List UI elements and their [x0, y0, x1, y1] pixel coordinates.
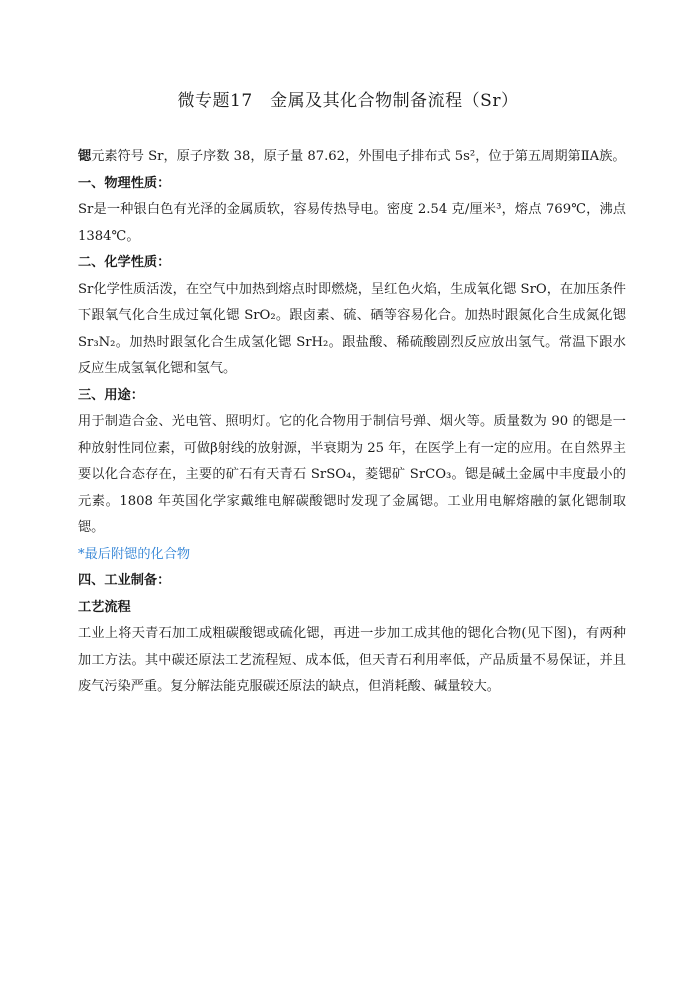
compounds-link[interactable]: *最后附锶的化合物 — [78, 546, 191, 562]
physical-heading: 一、物理性质： — [78, 175, 171, 191]
uses-heading: 三、用途： — [78, 387, 144, 403]
physical-paragraph: Sr是一种银白色有光泽的金属质软，容易传热导电。密度 2.54 克/厘米³，熔点 769℃，沸点 1384℃。 — [78, 202, 626, 244]
chemical-paragraph: Sr化学性质活泼，在空气中加热到熔点时即燃烧，呈红色火焰，生成氧化锶 SrO，在加压条件下跟氧气化合生成过氧化锶 SrO₂。跟卤素、硫、硒等容易化合。加热时跟氮化合生成氮化锶 Sr₃N₂。加热时跟氢化合生成氢化锶 SrH₂。跟盐酸、稀硫酸剧烈反应放出氢气。常温下跟水反应生成氢氧化锶和氢气。 — [78, 281, 626, 376]
chemical-heading: 二、化学性质： — [78, 255, 171, 270]
industrial-heading: 四、工业制备： — [78, 573, 171, 588]
uses-paragraph: 用于制造合金、光电管、照明灯。它的化合物用于制信号弹、烟火等。质量数为 90 的锶是一种放射性同位素，可做β射线的放射源，半衰期为 25 年，在医学上有一定的应用。在自然界主要以化合态存在，主要的矿石有天青石 SrSO₄，菱锶矿 SrCO₃。锶是碱土金属中丰度最小的元素。1808 年英国化学家戴维电解碳酸锶时发现了金属锶。工业用电解熔融的氯化锶制取锶。 — [78, 414, 626, 535]
intro-text: 元素符号 Sr，原子序数 38，原子量 87.62，外围电子排布式 5s²，位于第五周期第ⅡA族。 — [91, 149, 626, 164]
document-body — [78, 144, 626, 701]
industrial-paragraph: 工业上将天青石加工成粗碳酸锶或硫化锶，再进一步加工成其他的锶化合物(见下图)，有两种加工方法。其中碳还原法工艺流程短、成本低，但天青石利用率低，产品质量不易保证，并且废气污染严重。复分解法能克服碳还原法的缺点，但消耗酸、碱量较大。 — [78, 626, 626, 694]
process-subheading: 工艺流程 — [78, 599, 131, 615]
page-title: 微专题17 金属及其化合物制备流程（Sr） — [177, 91, 519, 111]
intro-paragraph — [78, 144, 626, 171]
element-name: 锶 — [78, 149, 92, 164]
